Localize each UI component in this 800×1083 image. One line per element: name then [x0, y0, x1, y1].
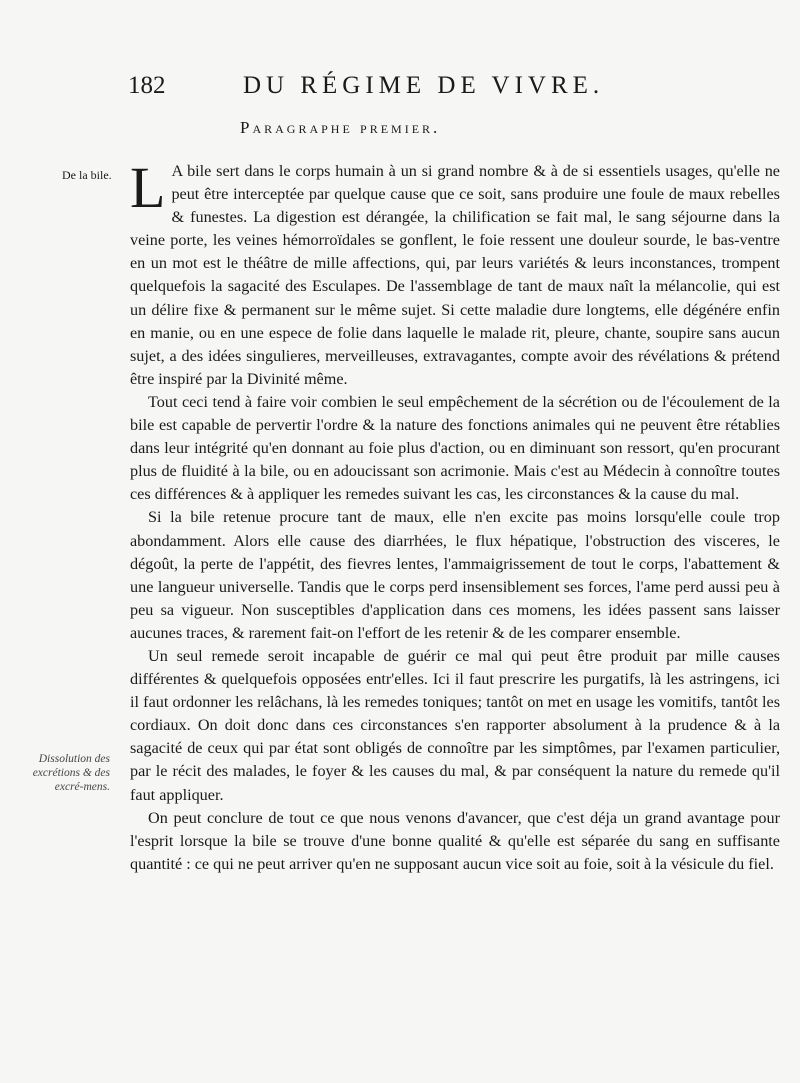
paragraph-3: Si la bile retenue procure tant de maux, elle n'en excite pas moins lorsqu'elle coule trop abondamment. Alors elle cause des diarrhées, le flux hépatique, l'obstruction des visceres, le dégoût, la perte de l'appétit, des fievres lentes, l'ammaigrissement de tout le corps, l'abattement & une langueur universelle. Tandis que le corps perd insensiblement ses forces, l'ame perd aussi peu à peu sa vigueur. Non susceptibles d'application dans ces momens, les idées passent sans laisser aucunes traces, & rarement fait-on l'effort de les retenir & de les comparer ensemble. — [130, 508, 780, 642]
running-title: DU RÉGIME DE VIVRE. — [243, 72, 605, 99]
margin-note-topic: De la bile. — [62, 168, 112, 182]
paragraph-1-text: A bile sert dans le corps humain à un si grand nombre & à de si essentiels usages, qu'elle ne peut être interceptée par quelque cause que ce soit, sans produire une foule de maux rebelles & funestes. La digestion est dérangée, la chilification se fait mal, le sang séjourne dans la veine porte, les veines hémorroïdales se gonflent, le foie ressent une douleur sourde, le bas-ventre en un mot est le théâtre de mille affections, qui, par leurs variétés & leurs inconstances, trompent quelquefois la sagacité des Esculapes. De l'assemblage de tant de maux naît la mélancolie, qui est un délire fixe & permanent sur le même sujet. Si cette maladie dure longtems, elle dégénére enfin en manie, ou en une espece de folie dans laquelle le malade rit, pleure, chante, soupire sans aucun sujet, a des idées singulieres, merveilleuses, extravagantes, compte avoir des révélations & prétend être inspiré par la Divinité même. — [130, 162, 780, 388]
paragraph-4: Un seul remede seroit incapable de guérir ce mal qui peut être produit par mille causes différentes & quelquefois opposées entr'elles. Ici il faut prescrire les purgatifs, là les astringens, ici il faut ordonner les relâchans, là les remedes toniques; tantôt on met en usage les vomitifs, tantôt les cordiaux. On doit donc dans ces circonstances s'en rapporter absolument à la prudence & à la sagacité de ceux qui par état sont obligés de connoître par les simptômes, par l'examen particulier, par le récit des malades, le foyer & les causes du mal, & par conséquent la nature du remede qu'il faut appliquer. — [130, 646, 780, 804]
section-title: Paragraphe premier. — [240, 118, 441, 137]
paragraph-1 — [130, 155, 780, 391]
paragraph-2: Tout ceci tend à faire voir combien le seul empêchement de la sécrétion ou de l'écoulement de la bile est capable de pervertir l'ordre & la nature des fonctions animales qui ne peuvent être rétablies dans leur intégrité qu'en donnant au foie plus d'action, ou en diminuant son ressort, qu'en procurant plus de fluidité à la bile, ou en adoucissant son acrimonie. Mais c'est au Médecin à connoître toutes ces différences & à appliquer les remedes suivant les cas, les circonstances & la cause du mal. — [130, 392, 780, 504]
page-number: 182 — [128, 72, 166, 99]
page-header — [128, 72, 628, 100]
body-text — [130, 155, 780, 876]
margin-note-secondary: Dissolution des excrétions & des excré-mens. — [32, 753, 110, 793]
drop-cap: L — [130, 155, 166, 220]
paragraph-5: On peut conclure de tout ce que nous venons d'avancer, que c'est déja un grand avantage pour l'esprit lorsque la bile se trouve d'une bonne qualité & qu'elle est séparée du sang en suffisante quantité : ce qui ne peut arriver qu'en ne supposant aucun vice soit au foie, soit à la vésicule du fiel. — [130, 808, 780, 873]
